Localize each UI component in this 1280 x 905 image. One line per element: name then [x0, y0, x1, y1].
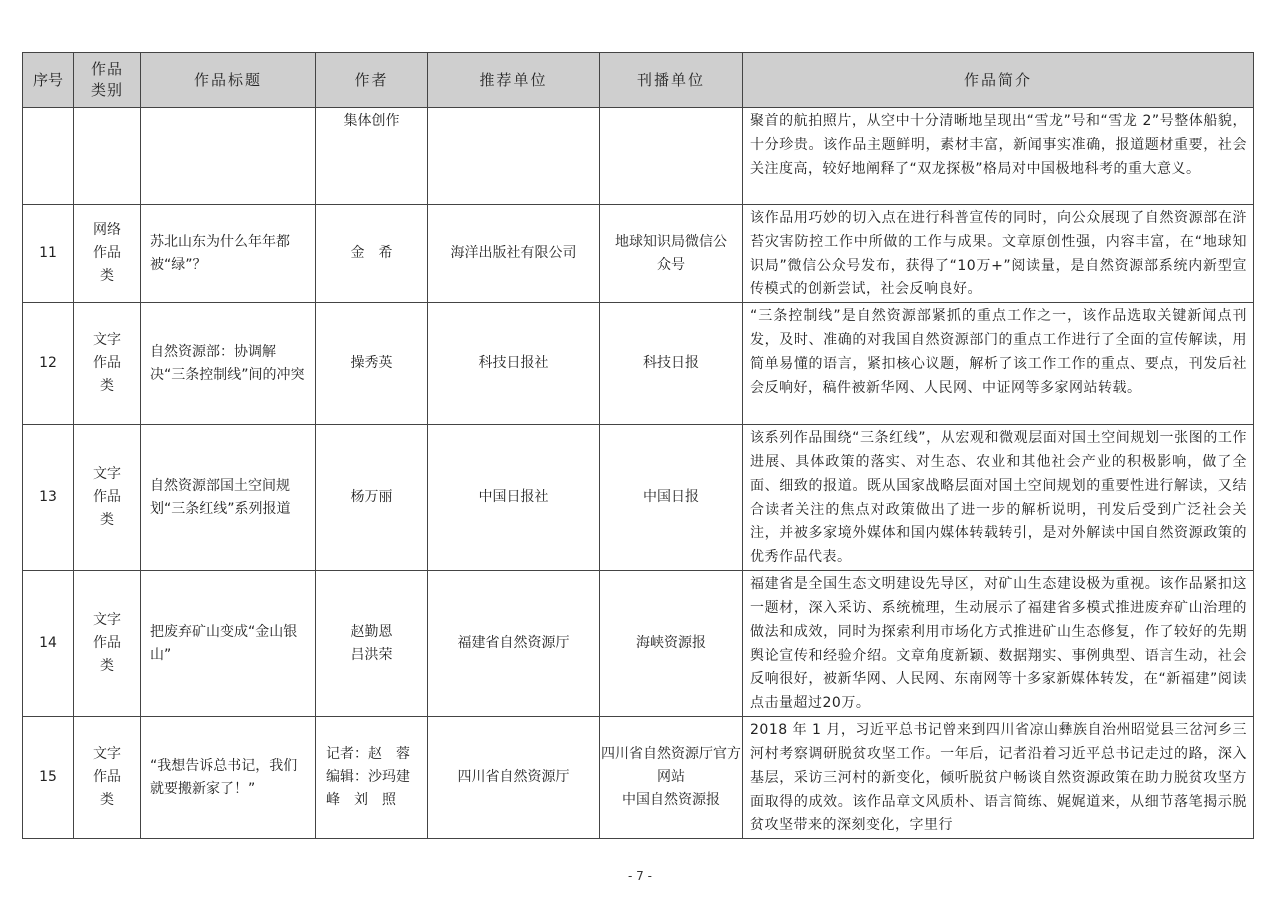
row-summary: 聚首的航拍照片，从空中十分清晰地呈现出“雪龙”号和“雪龙 2”号整体船貌，十分珍贵。该作品主题鲜明，素材丰富，新闻事实准确，报道题材重要，社会关注度高，较好地阐释了“双龙探极”格局对中国极地科考的重大意义。 [743, 108, 1254, 205]
row-category: 文字作品类 [74, 425, 141, 571]
header-summary: 作品简介 [743, 53, 1254, 108]
row-summary: 2018 年 1 月，习近平总书记曾来到四川省凉山彝族自治州昭觉县三岔河乡三河村考察调研脱贫攻坚工作。一年后，记者沿着习近平总书记走过的路，深入基层，采访三河村的新变化，倾听脱贫户畅谈自然资源政策在助力脱贫攻坚方面取得的成效。该作品章文风质朴、语言简练、娓娓道来，从细节落笔揭示脱贫攻坚带来的深刻变化，字里行 [743, 717, 1254, 839]
header-no: 序号 [23, 53, 74, 108]
row-summary: “三条控制线”是自然资源部紧抓的重点工作之一，该作品选取关键新闻点刊发，及时、准确的对我国自然资源部门的重点工作进行了全面的宣传解读，用简单易懂的语言，紧扣核心议题，解析了该工作工作的重点、要点，刊发后社会反响好，稿件被新华网、人民网、中证网等多家网站转载。 [743, 303, 1254, 425]
header-recommender: 推荐单位 [428, 53, 600, 108]
table-row [23, 303, 1254, 425]
row-no [23, 108, 74, 205]
row-author: 记者：赵 蓉 编辑：沙玛建峰 刘 照 [316, 717, 428, 839]
row-publisher [600, 108, 743, 205]
row-author: 杨万丽 [316, 425, 428, 571]
row-no: 13 [23, 425, 74, 571]
header-row [23, 53, 1254, 108]
table-row [23, 108, 1254, 205]
row-publisher: 海峡资源报 [600, 571, 743, 717]
row-author: 金 希 [316, 205, 428, 303]
row-no: 14 [23, 571, 74, 717]
row-summary: 福建省是全国生态文明建设先导区，对矿山生态建设极为重视。该作品紧扣这一题材，深入采访、系统梳理，生动展示了福建省多模式推进废弃矿山治理的做法和成效，同时为探索利用市场化方式推进矿山生态修复，作了较好的先期舆论宣传和经验介绍。文章角度新颖、数据翔实、事例典型、语言生动，社会反响很好，被新华网、人民网、东南网等十多家新媒体转发，在“新福建”阅读点击量超过20万。 [743, 571, 1254, 717]
row-recommender: 科技日报社 [428, 303, 600, 425]
row-category: 网络作品类 [74, 205, 141, 303]
row-category: 文字作品类 [74, 303, 141, 425]
row-publisher: 地球知识局微信公众号 [600, 205, 743, 303]
page-number: - 7 - [628, 869, 652, 883]
header-author: 作者 [316, 53, 428, 108]
row-recommender: 四川省自然资源厅 [428, 717, 600, 839]
row-recommender: 福建省自然资源厅 [428, 571, 600, 717]
row-title [141, 108, 316, 205]
row-recommender [428, 108, 600, 205]
row-no: 15 [23, 717, 74, 839]
row-category [74, 108, 141, 205]
header-publisher: 刊播单位 [600, 53, 743, 108]
row-author: 集体创作 [316, 108, 428, 205]
row-publisher: 中国日报 [600, 425, 743, 571]
row-summary: 该作品用巧妙的切入点在进行科普宣传的同时，向公众展现了自然资源部在浒苔灾害防控工作中所做的工作与成果。文章原创性强，内容丰富，在“地球知识局”微信公众号发布，获得了“10万+”阅读量，是自然资源部系统内新型宣传模式的创新尝试，社会反响良好。 [743, 205, 1254, 303]
awards-table [22, 52, 1254, 839]
row-category: 文字作品类 [74, 717, 141, 839]
row-author: 赵勤恩 吕洪荣 [316, 571, 428, 717]
header-category: 作品类别 [74, 53, 141, 108]
row-title: 苏北山东为什么年年都被“绿”？ [141, 205, 316, 303]
row-title: “我想告诉总书记，我们就要搬新家了！” [141, 717, 316, 839]
row-title: 把废弃矿山变成“金山银山” [141, 571, 316, 717]
row-title: 自然资源部：协调解决“三条控制线”间的冲突 [141, 303, 316, 425]
row-publisher: 科技日报 [600, 303, 743, 425]
row-recommender: 中国日报社 [428, 425, 600, 571]
table-row [23, 425, 1254, 571]
row-no: 11 [23, 205, 74, 303]
table-row [23, 205, 1254, 303]
table-row [23, 571, 1254, 717]
row-category: 文字作品类 [74, 571, 141, 717]
table-row [23, 717, 1254, 839]
header-title: 作品标题 [141, 53, 316, 108]
row-no: 12 [23, 303, 74, 425]
row-summary: 该系列作品围绕“三条红线”，从宏观和微观层面对国土空间规划一张图的工作进展、具体政策的落实、对生态、农业和其他社会产业的积极影响，做了全面、细致的报道。既从国家战略层面对国土空间规划的重要性进行解读，又结合读者关注的焦点对政策做出了进一步的解析说明，刊发后受到广泛社会关注，并被多家境外媒体和国内媒体转载转引，是对外解读中国自然资源政策的优秀作品代表。 [743, 425, 1254, 571]
row-publisher: 四川省自然资源厅官方网站 中国自然资源报 [600, 717, 743, 839]
row-recommender: 海洋出版社有限公司 [428, 205, 600, 303]
row-author: 操秀英 [316, 303, 428, 425]
row-title: 自然资源部国土空间规划“三条红线”系列报道 [141, 425, 316, 571]
